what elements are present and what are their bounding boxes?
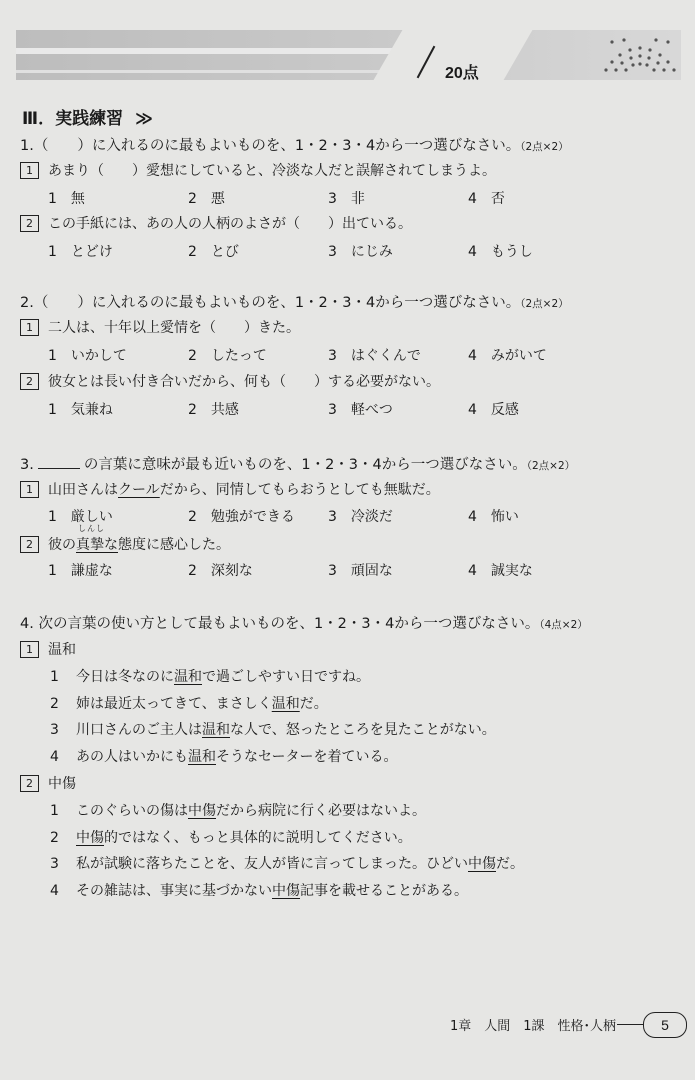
dots-decoration-icon [598,36,678,76]
item-text: この手紙には、あの人の人柄のよさが（ ）出ている。 [48,216,412,232]
question-1-heading [20,134,569,155]
target-vocabulary: 中傷 [48,776,76,792]
item-number-box: 1 [20,162,39,179]
target-word: 温和 [188,749,216,765]
target-word: 中傷 [468,856,496,872]
item-text: あまり（ ）愛想にしていると、冷淡な人だと誤解されてしまうよ。 [48,163,496,179]
option[interactable]: 4 否 [468,191,505,207]
sentence-pre: その雑誌は、事実に基づかない [76,883,272,899]
q1-item-2-options [48,241,608,261]
option[interactable]: 2 勉強ができる [188,509,295,525]
q3-item-1-options [48,506,608,526]
choice-number: 1 [50,669,59,685]
option[interactable]: 4 もうし [468,244,533,260]
q1-item-1-options [48,188,608,208]
option[interactable]: 4 誠実な [468,563,533,579]
option[interactable]: 1 謙虚な [48,563,113,579]
sentence-post: だ。 [299,696,328,712]
q2-item-1-options [48,345,608,365]
item-text: 二人は、十年以上愛情を（ ）きた。 [48,320,300,336]
target-vocabulary: 温和 [48,642,76,658]
target-word: 温和 [174,669,202,685]
target-word: 中傷 [76,830,104,846]
item-number-box: 1 [20,481,39,498]
item-number-box: 2 [20,536,39,553]
q1-item-2 [20,213,412,233]
footer-divider [617,1024,643,1025]
item-number-box: 2 [20,215,39,232]
option[interactable]: 2 共感 [188,402,239,418]
question-3-heading [20,453,575,474]
option[interactable]: 3 はぐくんで [328,348,421,364]
sentence-pre: 私が試験に落ちたことを、友人が皆に言ってしまった。ひどい [76,856,468,872]
option[interactable]: 3 頑固な [328,563,393,579]
question-text: 4. 次の言葉の使い方として最もよいものを、1・2・3・4から一つ選びなさい。 [20,616,540,632]
question-4-heading [20,612,588,633]
points-label: （2点×2） [520,298,569,310]
blank-underline [38,456,80,469]
choice-number: 1 [50,803,59,819]
q4-word-1-sentence[interactable] [50,719,496,739]
chapter-footer: 1章 人間 1課 性格･人柄 [450,1019,617,1034]
sentence-pre: あの人はいかにも [76,749,188,765]
option[interactable]: 2 悪 [188,191,225,207]
header-banner [16,30,681,80]
option[interactable]: 2 したって [188,348,267,364]
banner-stripe [16,48,416,54]
sentence-post: で過ごしやすい日ですね。 [202,669,370,685]
option[interactable]: 4 反感 [468,402,519,418]
sentence-pre: 姉は最近太ってきて、まさしく [76,696,272,712]
choice-number: 4 [50,883,59,899]
option[interactable]: 1 厳しい [48,509,113,525]
section-title [22,104,153,129]
item-text-post: だから、同情してもらおうとしても無駄だ。 [159,482,440,498]
sentence-post: だ。 [496,856,524,872]
q3-item-2 [20,524,230,554]
sentence-post: な人で、怒ったところを見たことがない。 [230,722,496,738]
item-number-box: 1 [20,319,39,336]
option[interactable]: 2 とび [188,244,239,260]
sentence-post: 的ではなく、もっと具体的に説明してください。 [104,830,412,846]
q4-word-1-sentence[interactable] [50,746,397,766]
item-text-pre: 山田さんは [48,482,118,498]
option[interactable]: 1 気兼ね [48,402,113,418]
choice-number: 3 [50,722,59,738]
option[interactable]: 3 非 [328,191,365,207]
question-number: 3. [20,457,34,473]
target-word: クール [118,482,160,498]
item-text-pre: 彼の [48,537,76,553]
option[interactable]: 3 軽べつ [328,402,393,418]
item-number-box: 2 [20,775,39,792]
q4-word-2 [20,773,76,793]
q2-item-2-options [48,399,608,419]
option[interactable]: 1 いかして [48,348,127,364]
target-word: 温和 [202,722,230,738]
target-word: 中傷 [272,883,300,899]
question-2-heading [20,291,569,312]
q2-item-1 [20,317,300,337]
sentence-pre: このぐらいの傷は [76,803,188,819]
q3-item-1 [20,479,440,499]
item-number-box: 2 [20,373,39,390]
q4-word-2-sentence[interactable] [50,800,426,820]
q4-word-2-sentence[interactable] [50,853,524,873]
choice-number: 4 [50,749,59,765]
points-label: （2点×2） [520,141,569,153]
q4-word-2-sentence[interactable] [50,827,412,847]
choice-number: 2 [50,696,59,712]
target-word: 中傷 [188,803,216,819]
q4-word-1-sentence[interactable] [50,693,328,713]
total-score: 20点 [445,65,479,82]
question-text: の言葉に意味が最も近いものを、1・2・3・4から一つ選びなさい。 [83,457,527,473]
item-text-post: 態度に感心した。 [118,537,230,553]
option[interactable]: 4 みがいて [468,348,547,364]
question-text: 2.（ ）に入れるのに最もよいものを、1・2・3・4から一つ選びなさい。 [20,295,521,311]
page-number: 5 [643,1012,687,1038]
sentence-post: だから病院に行く必要はないよ。 [216,803,426,819]
option[interactable]: 4 怖い [468,509,519,525]
q1-item-1 [20,160,496,180]
sentence-post: そうなセーターを着ている。 [216,749,398,765]
option[interactable]: 2 深刻な [188,563,253,579]
option[interactable]: 1 とどけ [48,244,113,260]
sentence-pre: 川口さんのご主人は [76,722,202,738]
question-text: 1.（ ）に入れるのに最もよいものを、1・2・3・4から一つ選びなさい。 [20,138,521,154]
section-title-text: Ⅲ．実践練習 [22,109,124,129]
banner-stripe [16,70,396,73]
q4-word-2-sentence[interactable] [50,880,468,900]
item-number-box: 1 [20,641,39,658]
chevron-right-icon: ≫ [135,109,153,129]
sentence-post: 記事を載せることがある。 [300,883,468,899]
choice-number: 3 [50,856,59,872]
q3-item-2-options [48,560,608,580]
option[interactable]: 1 無 [48,191,85,207]
furigana: しんし [78,524,105,533]
target-word: 真摯な [76,537,118,553]
option[interactable]: 3 冷淡だ [328,509,393,525]
points-label: （4点×2） [539,619,588,631]
target-word: 温和 [271,696,300,712]
q4-word-1 [20,639,76,659]
option[interactable]: 3 にじみ [328,244,393,260]
sentence-pre: 今日は冬なのに [76,669,174,685]
q4-word-1-sentence[interactable] [50,666,370,686]
points-label: （2点×2） [526,460,576,472]
q2-item-2 [20,371,440,391]
item-text: 彼女とは長い付き合いだから、何も（ ）する必要がない。 [48,374,440,390]
choice-number: 2 [50,830,59,846]
